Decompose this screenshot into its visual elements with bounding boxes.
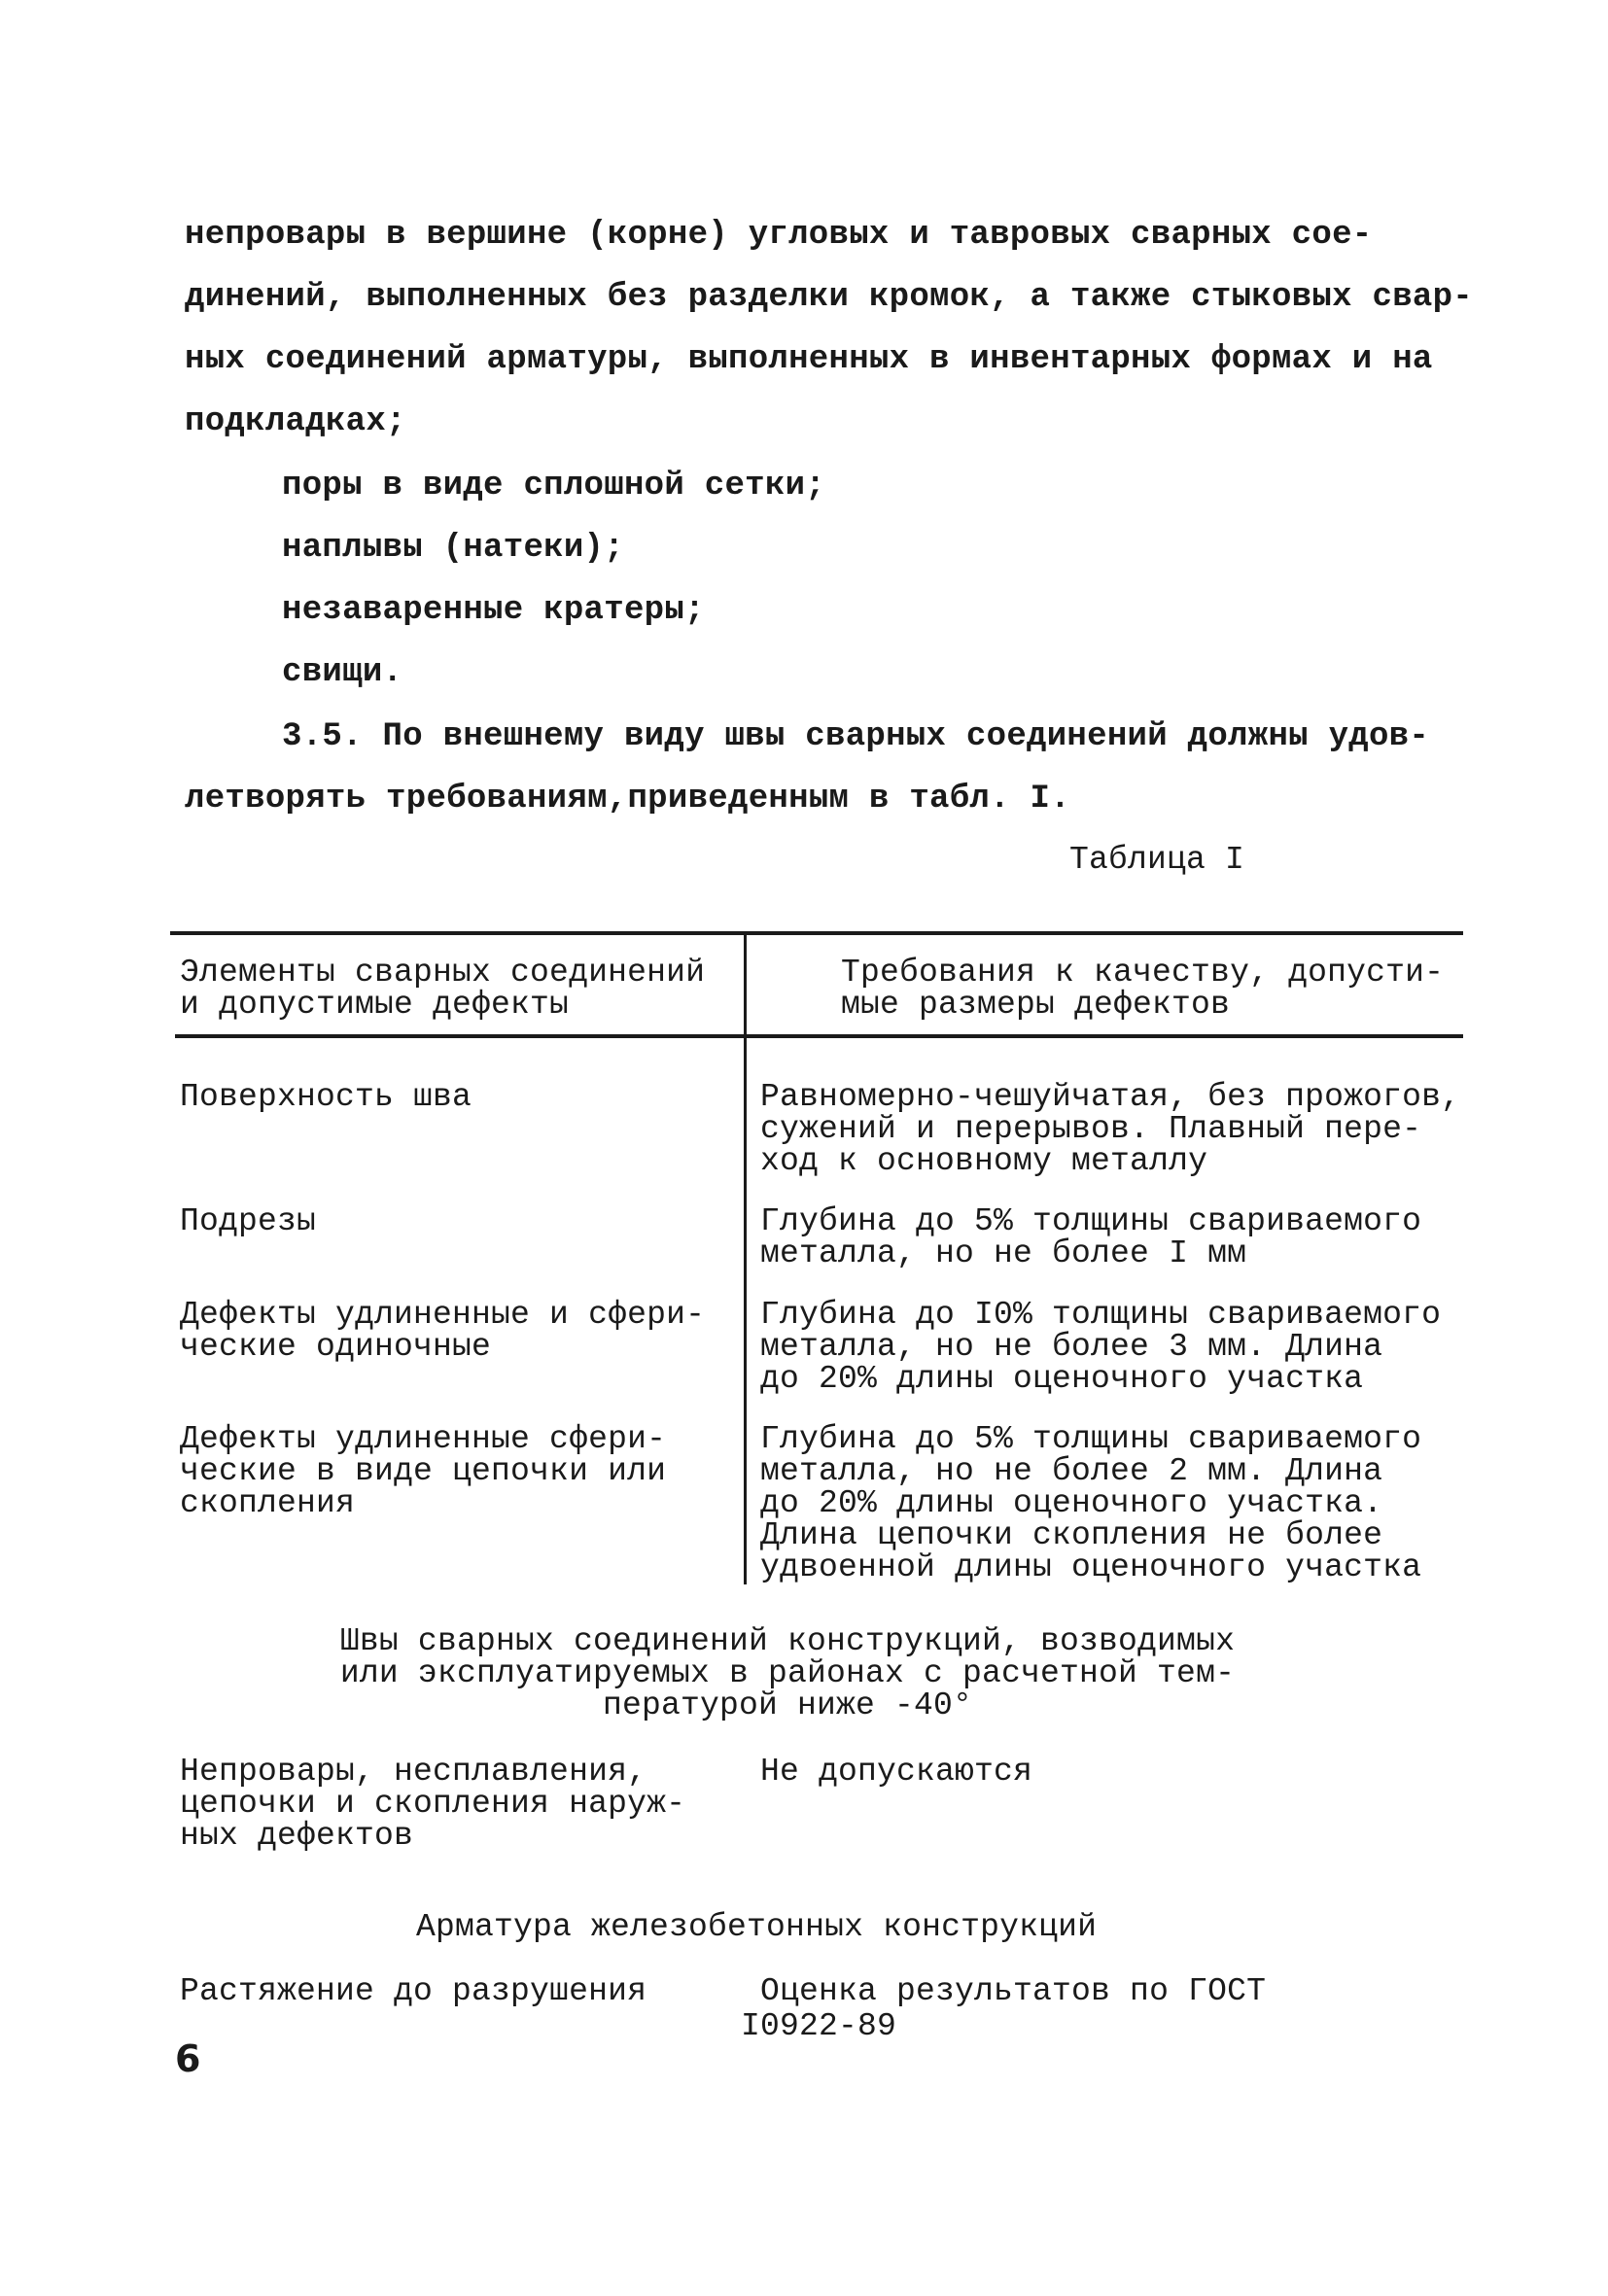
cell-text: Дефекты удлиненные сфери- [180,1421,667,1457]
heading-text: или эксплуатируемых в районах с расчетной тем- [339,1655,1236,1691]
heading-text: Швы сварных соединений конструкций, возводимых [339,1623,1236,1659]
table-row-requirement [760,1081,1460,1177]
list-item: поры в виде сплошной сетки; [282,468,825,504]
cell-text: Глубина до 5% толщины свариваемого [760,1203,1422,1239]
table-column-divider [744,933,747,1584]
intro-line: непровары в вершине (корне) угловых и тавровых сварных сое- [185,217,1373,254]
table-row-element [180,1205,316,1237]
cell-text: Оценка результатов по ГОСТ [760,1973,1267,2009]
header-text: и допустимые дефекты [180,987,570,1023]
clause-3-5 [282,706,1429,768]
cell-text: Глубина до 5% толщины свариваемого [760,1421,1422,1457]
header-text: Элементы сварных соединений [180,955,706,991]
header-text: Требования к качеству, допусти- [841,955,1445,991]
intro-line: динений, выполненных без разделки кромок, а также стыковых свар- [185,279,1474,316]
list-item: незаваренные кратеры; [282,592,705,629]
table-row-element [180,1423,666,1519]
cell-text: ных дефектов [180,1818,414,1854]
header-text: мые размеры дефектов [841,987,1231,1023]
table-row-requirement [760,1756,1032,1788]
list-item: наплывы (натеки); [282,530,624,567]
list-item: свищи. [282,654,403,691]
table-header-requirements [841,957,1444,1021]
cell-text: Не допускаются [760,1754,1033,1790]
cell-text: Длина цепочки скопления не более [760,1517,1383,1553]
cell-text: I0922-89 [741,2008,897,2044]
table-row-requirement-cont [741,2010,896,2042]
cell-text: скопления [180,1485,356,1521]
intro-paragraph-cont [185,266,1473,453]
clause-line: 3.5. По внешнему виду швы сварных соединений должны удов- [282,718,1430,755]
table-row-element [180,1081,472,1113]
table-top-rule [170,931,1463,935]
table-row-element [180,1756,685,1852]
cell-text: Дефекты удлиненные и сфери- [180,1297,706,1333]
table-caption: Таблица I [1069,842,1245,878]
defects-list [282,455,825,704]
table-row-requirement [760,1975,1266,2007]
intro-line: ных соединений арматуры, выполненных в инвентарных формах и на [185,341,1433,378]
heading-text: пературой ниже -40° [602,1687,973,1723]
table-header-rule [175,1034,1463,1038]
cell-text: сужений и перерывов. Плавный пере- [760,1111,1422,1147]
cell-text: Поверхность шва [180,1079,472,1115]
table-header-elements [180,957,705,1021]
cell-text: металла, но не более I мм [760,1235,1247,1271]
cell-text: цепочки и скопления наруж- [180,1786,686,1822]
cell-text: удвоенной длины оценочного участка [760,1549,1422,1585]
cell-text: Подрезы [180,1203,317,1239]
table-row-requirement [760,1299,1441,1395]
cell-text: ход к основному металлу [760,1143,1208,1179]
section-heading-rebar: Арматура железобетонных конструкций [416,1909,1098,1945]
cell-text: Глубина до I0% толщины свариваемого [760,1297,1442,1333]
cell-text: ческие в виде цепочки или [180,1453,667,1489]
intro-paragraph [185,204,1373,266]
clause-line: летворять требованиям,приведенным в табл. I. [185,781,1070,818]
cell-text: Непровары, несплавления, [180,1754,647,1790]
intro-line: подкладках; [185,403,406,440]
cell-text: до 20% длины оценочного участка. [760,1485,1383,1521]
page-number: 6 [175,2037,201,2080]
section-heading-cold [335,1625,1240,1722]
cell-text: металла, но не более 3 мм. Длина [760,1329,1383,1365]
cell-text: Равномерно-чешуйчатая, без прожогов, [760,1079,1461,1115]
table-row-requirement [760,1205,1421,1270]
cell-text: ческие одиночные [180,1329,492,1365]
table-row-element [180,1975,647,2007]
table-row-element [180,1299,705,1363]
clause-3-5-cont [185,768,1070,830]
table-row-requirement [760,1423,1421,1583]
cell-text: до 20% длины оценочного участка [760,1361,1364,1397]
cell-text: Растяжение до разрушения [180,1973,647,2009]
cell-text: металла, но не более 2 мм. Длина [760,1453,1383,1489]
